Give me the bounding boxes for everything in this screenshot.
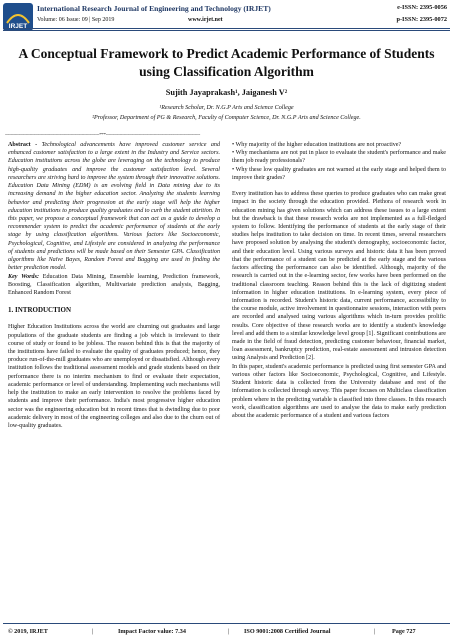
page-footer: [0, 625, 453, 640]
question-bullet-2: • Why mechanisms are not put in place to evaluate the student's performance and make them job ready professionals?: [232, 150, 446, 165]
introduction-paragraph: Higher Education Institutions across the world are churning out graduates and large populations of the graduate students are finding a job which is irrelevant to their course of study or found to be jobless. The reason behind this is that the majority of the institutions have failed to evaluate the quality of graduates produced; hence, they produce run-of-the-mill graduates who are unemployed or dissatisfied. Although every institution follows the traditional assessment models and grade students based on their performance there is no interim mechanism to find or evaluate their expectation, academic performance or level of understanding. Implementing such mechanisms will help the institution to make an early intervention to resolve the problems faced by students and improve their performance. India's most progressive higher education sector was the engineering education but in recent times that is dwindling due to poor academic delivery in most of the engineering colleges and also due to the churn out of low-quality graduates.: [8, 324, 220, 429]
keywords: [8, 273, 220, 298]
footer-divider: |: [92, 628, 94, 635]
left-column: [8, 141, 220, 430]
footer-impact-factor: Impact Factor value: 7.34: [118, 628, 186, 635]
section-heading-introduction: 1. INTRODUCTION: [8, 306, 72, 315]
footer-divider: |: [374, 628, 376, 635]
question-bullet-1: • Why majority of the higher education institutions are not proactive?: [232, 142, 402, 148]
header-rule: [3, 28, 450, 29]
p-issn: p-ISSN: 2395-0072: [396, 16, 447, 23]
footer-page-number: Page 727: [392, 628, 416, 635]
logo-text: IRJET: [8, 23, 28, 30]
keywords-label: Key Words:: [8, 273, 39, 280]
affiliation-1: ¹Research Scholar, Dr. N.G.P Arts and Science College: [159, 105, 294, 111]
volume-issue: Volume: 06 Issue: 09 | Sep 2019: [37, 17, 115, 23]
section-separator: ---------------------------------------------------------------------***---------------------------------------------------------------------: [5, 133, 200, 138]
right-column: [232, 141, 446, 420]
footer-rule: [3, 623, 450, 624]
abstract-label: Abstract -: [8, 142, 38, 148]
paper-title: A Conceptual Framework to Predict Academic Performance of Students using Classification Algorithm: [18, 46, 435, 79]
footer-iso: ISO 9001:2008 Certified Journal: [244, 628, 331, 635]
footer-copyright: © 2019, IRJET: [8, 628, 48, 635]
footer-divider: |: [228, 628, 230, 635]
abstract: [8, 141, 220, 273]
body-paragraph-1: Every institution has to address these queries to produce graduates who can make great impact in the society through the education provided. Plethora of research work in education mining has given solutions which can address these issues to a large extent but the drawback is that these research works are not implemented as a full-fledged system to follow. Identifying the performance of students at the early stage of their studies helps institution to take decision on time. In recent times, several researchers have proposed solution by analysing the student's demography, socioeconomic factor, and their education level. Using various surveys and historic data it has been proved that the performance of a student can be predicted at the early stage and the various factors affecting the performance can also be identified. Although, majority of the research is carried out in the e-learning sector, few works have been performed on the traditional classroom teaching. Reason behind this is the lack of digitizing student information in higher education institutions. In e-learning system, every piece of information is recorded. Student's historic data, current performance, accessibility to the course module, active involvement in questionnaire sessions, interaction with peers are recorded and analysed using various algorithms which in-turn provides prolific results. Core objective of these research works are to identify a student's knowledge level and add them to a similar knowledge level group [1]. Significant contributions are made in the field of fraud detection, predicting customer behaviour, financial market, loan assessment, bankruptcy prediction, real-estate assessment and intrusion detection using Analysis and Prediction [2].: [232, 191, 446, 362]
question-bullet-3: • Why these low quality graduates are not warned at the early stage and helped them to improve their grades?: [232, 166, 446, 181]
header-rule-2: [3, 30, 450, 31]
paper-authors: Sujith Jayaprakash¹, Jaiganesh V²: [165, 88, 288, 97]
journal-website[interactable]: www.irjet.net: [188, 17, 223, 23]
keywords-text: Education Data Mining, Ensemble learning, Prediction framework, Boosting, Classification algorithm, Multivariate prediction analysis, Bagging, Enhanced Random Forest: [8, 273, 221, 296]
body-paragraph-2: In this paper, student's academic performance is predicted using first semester GPA and various other factors like Socioeconomic, Psychological, Cognitive, and Lifestyle. Student historic data is collected from the University database and rest of the information is collected through survey. This paper focuses on Multiclass classification problem where in the predicting variable is classified into three classes. In this research work, classification algorithms are used to analyse the data to make early prediction about the academic performance of a student and various factors: [232, 363, 446, 419]
e-issn: e-ISSN: 2395-0056: [397, 4, 447, 11]
irjet-logo: [3, 3, 33, 31]
affiliation-2: ²Professor, Department of PG & Research, Faculty of Computer Science, Dr. N.G.P Arts and Science College.: [92, 115, 361, 121]
abstract-text: Technological advancements have improved customer service and enhanced customer satisfaction to a large extent in the Industry and Service sectors. Education institutions across the globe are leveraging on the technology to produce high-quality graduates and improve the customer satisfaction level. Several researchers are striving hard to improve the system through their innovative solutions. Education Data Mining (EDM) is an evolving field in Data mining due to its increasing demand in the higher education sector. Analyzing the students learning behavior and predicting their progression at the early stage will help the higher education institutions to produce quality graduates and to curb the student attrition. In this paper, we propose a conceptual framework that can act as a guide to develop a recommender system to predict the academic performance of students at the early stage by using classification algorithms. Various factors like Socioeconomic, Psychological, Cognitive, and Lifestyle are considered in analyzing the performance of students and predictions will be made based on their Semester GPA. Classification algorithms like Naïve Bayes, Random Forest and Bagging are used in finding the better prediction model.: [8, 142, 220, 272]
journal-name: International Research Journal of Engineering and Technology (IRJET): [37, 4, 271, 13]
